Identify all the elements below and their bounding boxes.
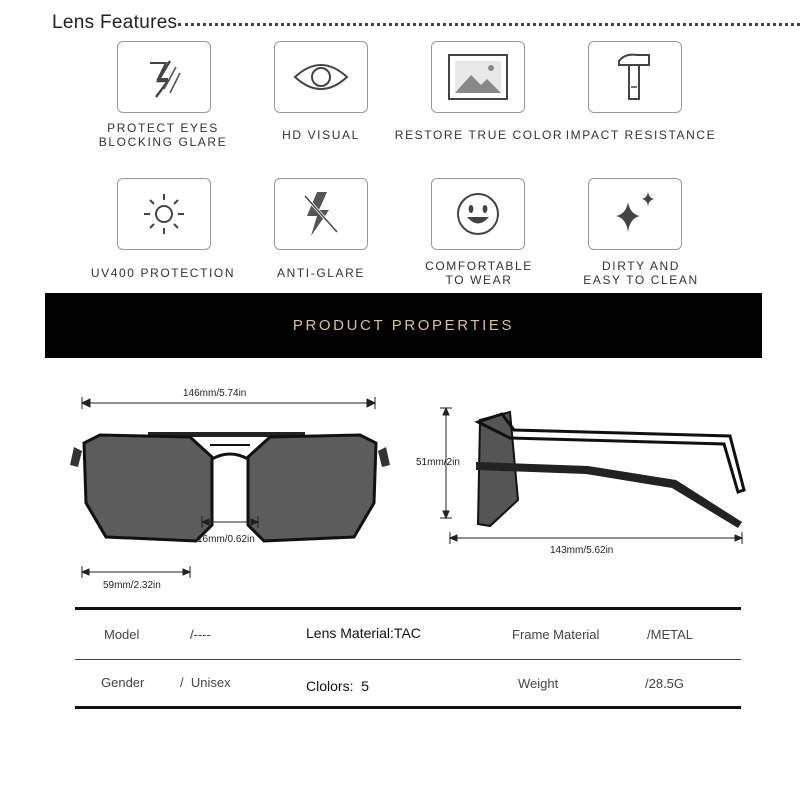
weight-label: Weight (518, 676, 559, 691)
feature-card-protect-eyes (117, 41, 211, 113)
feature-label: ANTI-GLARE (276, 266, 365, 280)
feature-label: COMFORTABLE TO WEAR (425, 259, 533, 287)
sun-icon (140, 190, 188, 238)
lens-width-label: 59mm/2.32in (103, 580, 161, 591)
eye-icon (291, 57, 351, 97)
section-title: Lens Features (52, 12, 178, 33)
front-view-diagram (60, 385, 400, 605)
gender-label: Gender (101, 675, 145, 690)
gender-value: / Unisex (180, 675, 231, 690)
feature-label: PROTECT EYES BLOCKING GLARE (98, 121, 228, 149)
model-label: Model (104, 627, 140, 642)
feature-label: RESTORE TRUE COLOR (394, 128, 564, 142)
product-properties-banner (45, 293, 762, 358)
temple-length-label: 143mm/5.62in (550, 545, 614, 556)
table-bottom-border (75, 706, 741, 709)
feature-card-restore-color (431, 41, 525, 113)
frame-material-value: /METAL (647, 627, 693, 642)
side-view-diagram (410, 400, 755, 560)
feature-label: UV400 PROTECTION (90, 266, 236, 280)
total-width-label: 146mm/5.74in (183, 388, 247, 399)
feature-card-easy-clean (588, 178, 682, 250)
lens-material: Lens Material:TAC (306, 625, 421, 641)
feature-label: IMPACT RESISTANCE (565, 128, 717, 142)
landscape-icon (447, 53, 509, 101)
feature-label: HD VISUAL (282, 128, 360, 142)
banner-title: PRODUCT PROPERTIES (292, 317, 515, 334)
lens-height-label: 51mm/2in (416, 457, 460, 468)
feature-label: DIRTY AND EASY TO CLEAN (583, 259, 699, 287)
feature-card-impact (588, 41, 682, 113)
bridge-width-label: 16mm/0.62in (197, 534, 255, 545)
frame-material-label: Frame Material (512, 627, 600, 642)
sparkle-icon (608, 188, 662, 240)
feature-card-uv400 (117, 178, 211, 250)
hammer-icon (615, 51, 655, 103)
feature-card-anti-glare (274, 178, 368, 250)
feature-card-hd-visual (274, 41, 368, 113)
colors-count: Clolors: 5 (306, 678, 370, 694)
model-value: /---- (190, 627, 211, 642)
dotted-divider (178, 23, 800, 26)
feature-card-comfortable (431, 178, 525, 250)
anti-glare-icon (299, 188, 343, 240)
lightning-icon (136, 49, 192, 105)
table-top-border (75, 607, 741, 610)
table-row-divider (75, 659, 741, 660)
smiley-icon (454, 190, 502, 238)
weight-value: /28.5G (645, 676, 685, 691)
